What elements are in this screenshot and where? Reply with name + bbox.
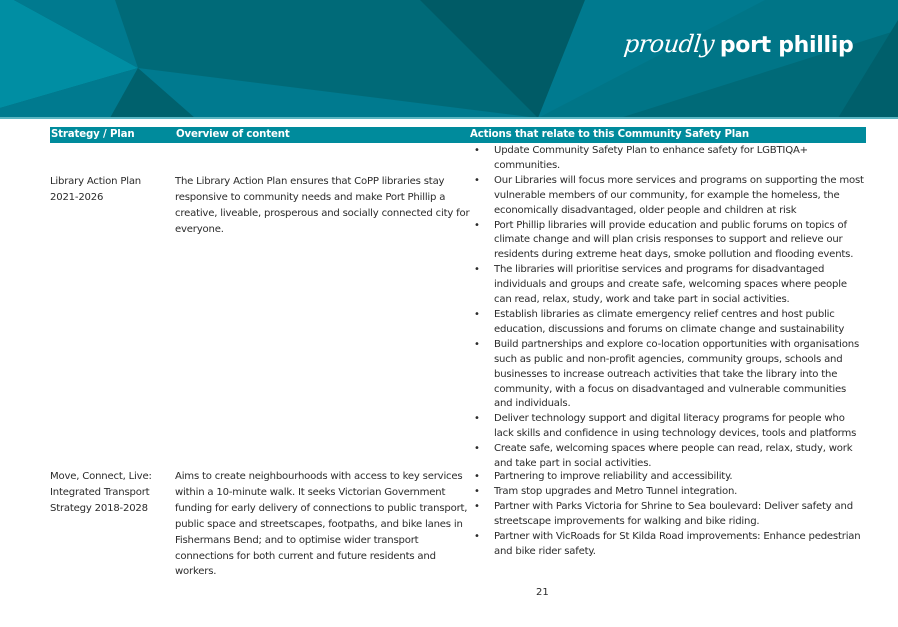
action-text: Update Community Safety Plan to enhance safety for LGBTIQA+ communities. <box>494 145 808 171</box>
page-number: 21 <box>536 587 549 598</box>
table-header-row <box>50 127 866 143</box>
row-2-plan-name: Move, Connect, Live: Integrated Transport Strategy 2018-2028 <box>50 471 152 514</box>
banner-divider <box>0 117 898 119</box>
list-item <box>470 174 866 219</box>
row-1-plan-name: Library Action Plan 2021-2026 <box>50 176 141 203</box>
list-item <box>470 485 866 500</box>
action-text: Partner with VicRoads for St Kilda Road improvements: Enhance pedestrian and bike rider safety. <box>494 530 861 557</box>
bullet-icon: • <box>474 219 480 231</box>
column-header-actions: Actions that relate to this Community Safety Plan <box>470 129 749 140</box>
header-banner <box>0 0 898 118</box>
bullet-icon: • <box>474 500 480 512</box>
bullet-icon: • <box>474 471 480 482</box>
banner-geometric-background <box>0 0 898 118</box>
action-text: Establish libraries as climate emergency relief centres and host public education, discussions and forums on climate change and sustainability <box>494 308 845 335</box>
list-item <box>470 308 866 338</box>
bullet-icon: • <box>474 174 480 186</box>
action-text: Tram stop upgrades and Metro Tunnel integration. <box>494 485 738 497</box>
list-item <box>470 144 866 174</box>
bullet-icon: • <box>474 485 480 497</box>
column-header-strategy-plan: Strategy / Plan <box>51 129 135 140</box>
bullet-icon: • <box>474 530 480 542</box>
bullet-icon: • <box>474 308 480 320</box>
row-2-overview: Aims to create neighbourhoods with access to key services within a 10-minute walk. It seeks Victorian Government funding for early delivery of connections to public transport, public space and streetscapes, footpaths, and bike lanes in Fishermans Bend; and to optimise wider transport connections for both current and future residents and workers. <box>175 471 468 578</box>
list-item <box>470 530 866 560</box>
bullet-icon: • <box>474 264 480 276</box>
bullet-icon: • <box>474 413 480 425</box>
row-1-overview: The Library Action Plan ensures that CoPP libraries stay responsive to community needs and make Port Phillip a creative, liveable, prosperous and socially connected city for everyone. <box>175 176 470 235</box>
list-item <box>470 470 866 485</box>
list-item <box>470 338 866 413</box>
list-item <box>470 412 866 442</box>
strategy-table <box>50 127 866 143</box>
proudly-port-phillip-logo <box>624 30 853 58</box>
action-text: Our Libraries will focus more services and programs on supporting the most vulnerable members of our community, for example the homeless, the economically disadvantaged, older people and children at risk <box>494 174 864 216</box>
logo-script-text: proudly <box>622 30 716 58</box>
list-item <box>470 219 866 264</box>
list-item <box>470 442 866 472</box>
action-text: Partnering to improve reliability and accessibility. <box>494 471 733 482</box>
row-1-actions-list <box>470 144 866 472</box>
action-text: Build partnerships and explore co-location opportunities with organisations such as public and non-profit agencies, community groups, schools and businesses to increase outreach activities that take the library into the community, with a focus on disadvantaged and vulnerable communities and individuals. <box>494 338 860 410</box>
list-item <box>470 500 866 530</box>
list-item <box>470 263 866 308</box>
column-header-overview: Overview of content <box>176 129 290 140</box>
logo-brand-text: port phillip <box>719 33 854 58</box>
bullet-icon: • <box>474 145 480 156</box>
bullet-icon: • <box>474 338 480 350</box>
action-text: Deliver technology support and digital literacy programs for people who lack skills and confidence in using technology devices, tools and platforms <box>494 413 857 440</box>
action-text: Create safe, welcoming spaces where people can read, relax, study, work and take part in social activities. <box>494 443 853 470</box>
row-2-actions-list <box>470 470 866 559</box>
action-text: Port Phillip libraries will provide education and public forums on topics of climate change and will plan crisis responses to support and relieve our residents during extreme heat days, smoke pollution and flooding events. <box>494 219 854 261</box>
action-text: The libraries will prioritise services and programs for disadvantaged individuals and groups and create safe, welcoming spaces where people can read, relax, study, work and take part in social activities. <box>494 264 847 306</box>
bullet-icon: • <box>474 443 480 455</box>
action-text: Partner with Parks Victoria for Shrine to Sea boulevard: Deliver safety and streetscape improvements for walking and bike riding. <box>494 500 853 527</box>
